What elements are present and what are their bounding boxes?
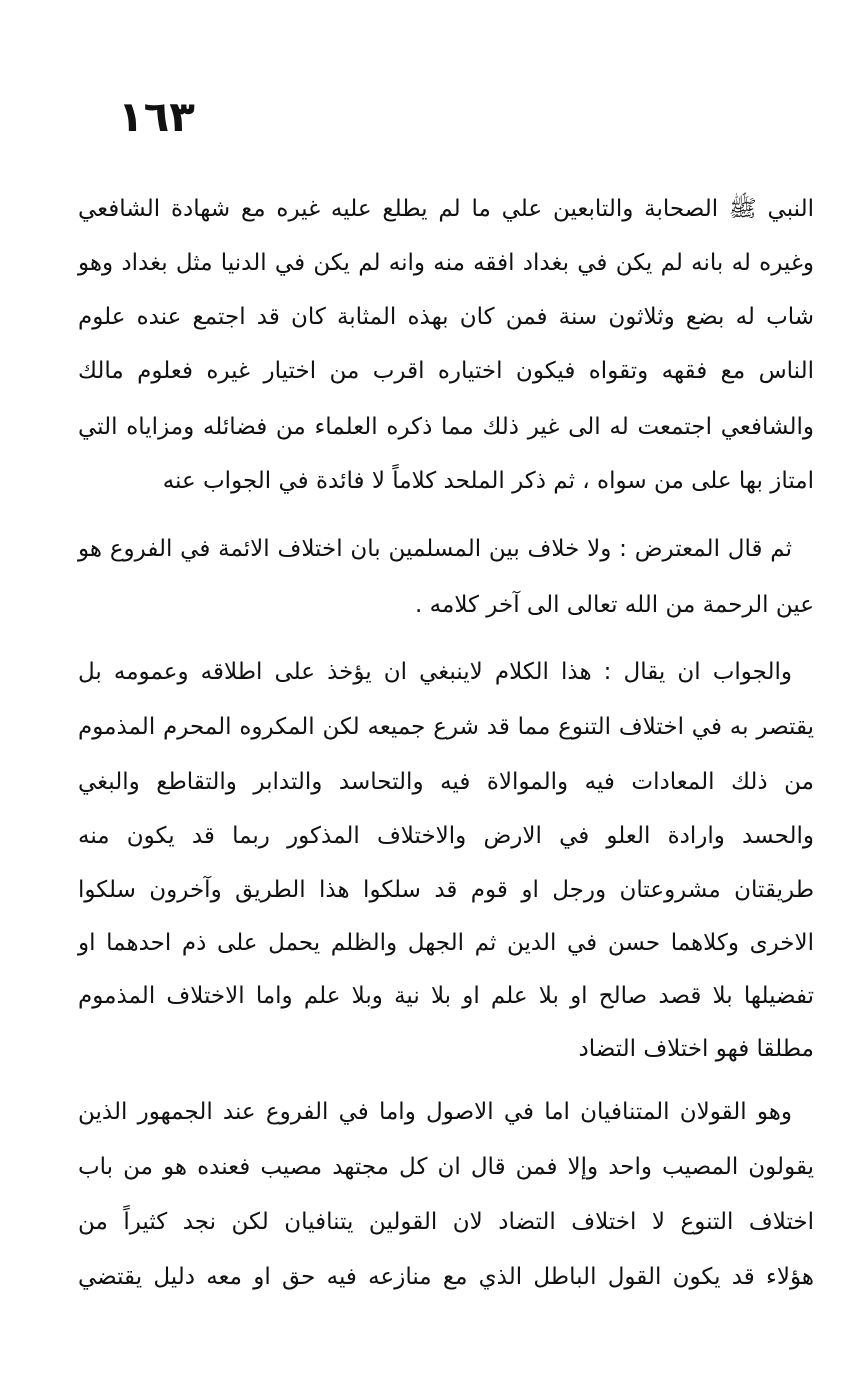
- text-line-15: تفضيلها بلا قصد صالح او بلا علم او بلا نية وبلا علم واما الاختلاف المذموم: [78, 983, 814, 1009]
- text-line-7: ثم قال المعترض : ولا خلاف بين المسلمين بان اختلاف الائمة في الفروع هو: [78, 536, 792, 562]
- text-line-16: مطلقا فهو اختلاف التضاد: [578, 1036, 814, 1062]
- text-line-10: يقتصر به في اختلاف التنوع مما قد شرع جميعه لكن المكروه المحرم المذموم: [78, 714, 814, 740]
- text-line-1: النبي ﷺ الصحابة والتابعين علي ما لم يطلع عليه غيره مع شهادة الشافعي: [78, 196, 814, 222]
- text-line-9: والجواب ان يقال : هذا الكلام لاينبغي ان يؤخذ على اطلاقه وعمومه بل: [78, 659, 792, 685]
- text-line-14: الاخرى وكلاهما حسن في الدين ثم الجهل والظلم يحمل على ذم احدهما او: [78, 930, 814, 956]
- text-line-13: طريقتان مشروعتان ورجل او قوم قد سلكوا هذا الطريق وآخرون سلكوا: [78, 877, 814, 903]
- text-line-3: شاب له بضع وثلاثون سنة فمن كان بهذه المثابة كان قد اجتمع عنده علوم: [78, 304, 814, 330]
- text-line-4: الناس مع فقهه وتقواه فيكون اختياره اقرب من اختيار غيره فعلوم مالك: [78, 358, 814, 384]
- text-line-8: عين الرحمة من الله تعالى الى آخر كلامه .: [415, 592, 814, 618]
- text-line-2: وغيره له بانه لم يكن في بغداد افقه منه وانه لم يكن في الدنيا مثل بغداد وهو: [78, 250, 814, 276]
- text-line-11: من ذلك المعادات فيه والموالاة فيه والتحاسد والتدابر والتقاطع والبغي: [78, 769, 814, 795]
- text-line-19: اختلاف التنوع لا اختلاف التضاد لان القولين يتنافيان لكن نجد كثيراً من: [78, 1209, 814, 1235]
- text-line-6: امتاز بها على من سواه ، ثم ذكر الملحد كلاماً لا فائدة في الجواب عنه: [162, 468, 814, 494]
- text-line-5: والشافعي اجتمعت له الى غير ذلك مما ذكره العلماء من فضائله ومزاياه التي: [78, 414, 814, 440]
- text-line-12: والحسد وارادة العلو في الارض والاختلاف المذكور ربما قد يكون منه: [78, 823, 814, 849]
- text-line-17: وهو القولان المتنافيان اما في الاصول واما في الفروع عند الجمهور الذين: [78, 1099, 792, 1125]
- page-number: ١٦٣: [118, 92, 195, 141]
- text-line-20: هؤلاء قد يكون القول الباطل الذي مع منازعه فيه حق او معه دليل يقتضي: [78, 1264, 814, 1290]
- text-line-18: يقولون المصيب واحد وإلا فمن قال ان كل مجتهد مصيب فعنده هو من باب: [78, 1154, 814, 1180]
